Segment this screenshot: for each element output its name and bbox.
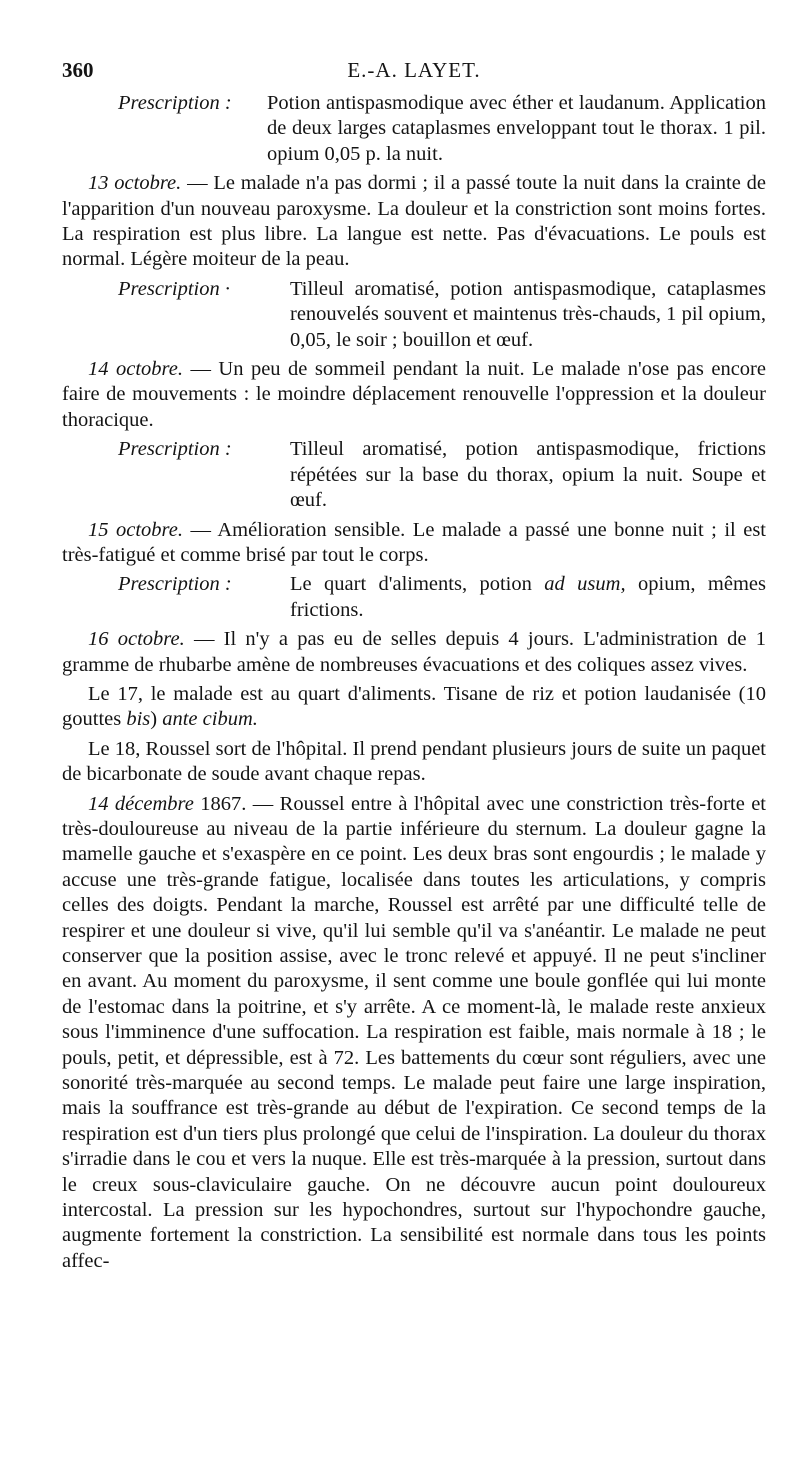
entry-date: 14 décembre [88,792,194,815]
prescription-label: Prescription : [118,92,232,114]
entry-text: Le 17, le malade est au quart d'aliments. Tisane de riz et potion laudanisée (10 gouttes [62,682,766,731]
prescription-text: Le quart d'aliments, potion [290,573,545,596]
entry-text: — Le malade n'a pas dormi ; il a passé toute la nuit dans la crainte de l'apparition d'un nouveau paroxysme. La douleur et la constriction sont moins fortes. La respiration est plus libre. La langue est nette. Pas d'évacuations. Le pouls est normal. Légère moiteur de la peau. [62,172,766,271]
entry-text: 1867. — Roussel entre à l'hôpital avec une constriction très-forte et très-douloureuse au niveau de la partie inférieure du sternum. La douleur gagne la mamelle gauche et s'exaspère en ce point. Les deux bras sont engourdis ; le malade y accuse une très-grande fatigue, localisée dans toutes les articulations, y compris celles des doigts. Pendant la marche, Roussel est arrêté par une difficulté telle de respirer et une douleur si vive, qu'il lui semble qu'il va s'anéantir. Le malade ne peut conserver que la position assise, avec le tronc relevé et appuyé. Il ne peut s'incliner en avant. Au moment du paroxysme, il sent comme une boule gonflée qui lui monte de l'estomac dans la poitrine, et s'y arrête. A ce moment-là, le malade reste anxieux sous l'imminence d'une suffocation. La respiration est faible, mais normale à 18 ; le pouls, petit, et dépressible, est à 72. Les battements du cœur sont réguliers, avec une sonorité très-marquée au second temps. Le malade peut faire une large inspiration, mais la souffrance est très-grande au début de l'expiration. Ce second temps de la respiration est d'un tiers plus prolongé que celui de l'inspiration. La douleur du thorax s'irradie dans le cou et vers la nuque. Elle est très-marquée à la pression, surtout dans le creux sous-claviculaire gauche. On ne découvre aucun point douloureux intercostal. La pression sur les hypochondres, surtout sur l'hypochondre gauche, augmente fortement la constriction. La sensibilité est normale dans tous les points affec- [62,792,767,1272]
entry-14-decembre [62,792,766,1275]
prescription-text: Potion antispasmodique avec éther et laudanum. Application de deux larges cataplasmes enveloppant tout le thorax. 1 pil. opium 0,05 p. la nuit. [267,92,766,165]
entry-date: 13 octobre. [88,172,182,195]
entry-date: 15 octobre. [88,518,183,541]
entry-le-17 [62,682,766,733]
entry-date: 16 octobre. [88,628,185,651]
entry-text: — Un peu de sommeil pendant la nuit. Le malade n'ose pas encore faire de mouvements : le moindre déplacement renouvelle l'oppression et la douleur thoracique. [62,358,766,431]
prescription-label: Prescription · [118,277,230,300]
entry-latin: bis [126,708,151,731]
entry-text-mid: ) [150,708,163,731]
prescription-1 [62,91,766,167]
entry-date: 14 octobre. [88,358,183,381]
prescription-latin: ad usum, [544,573,626,596]
entry-15-octobre [62,518,766,569]
page-header [62,58,766,86]
entry-text: — Il n'y a pas eu de selles depuis 4 jours. L'administration de 1 gramme de rhubarbe amène de nombreuses évacuations et des coliques assez vives. [62,628,766,676]
entry-16-octobre [62,627,766,678]
entry-text: — Amélioration sensible. Le malade a passé une bonne nuit ; il est très-fatigué et comme brisé par tout le corps. [62,518,766,566]
page-body [62,91,766,1278]
prescription-label: Prescription : [118,573,232,596]
prescription-text: Tilleul aromatisé, potion antispasmodique, cataplasmes renouvelés souvent et maintenus très-chauds, 1 pil opium, 0,05, le soir ; bouillon et œuf. [290,277,766,351]
prescription-2 [62,277,766,353]
prescription-3 [62,437,766,513]
entry-le-18 [62,737,766,788]
entry-14-octobre [62,357,766,433]
prescription-4 [62,572,766,623]
entry-latin-2: ante cibum. [162,708,258,731]
prescription-text-end: opium, mêmes frictions. [290,573,766,621]
page-number: 360 [62,58,94,82]
prescription-label: Prescription : [118,438,232,461]
entry-13-octobre [62,171,766,273]
prescription-text: Tilleul aromatisé, potion antispasmodique, frictions répétées sur la base du thorax, opium la nuit. Soupe et œuf. [290,438,766,512]
running-title: E.-A. LAYET. [347,58,481,82]
entry-text: Le 18, Roussel sort de l'hôpital. Il prend pendant plusieurs jours de suite un paquet de bicarbonate de soude avant chaque repas. [62,737,766,786]
